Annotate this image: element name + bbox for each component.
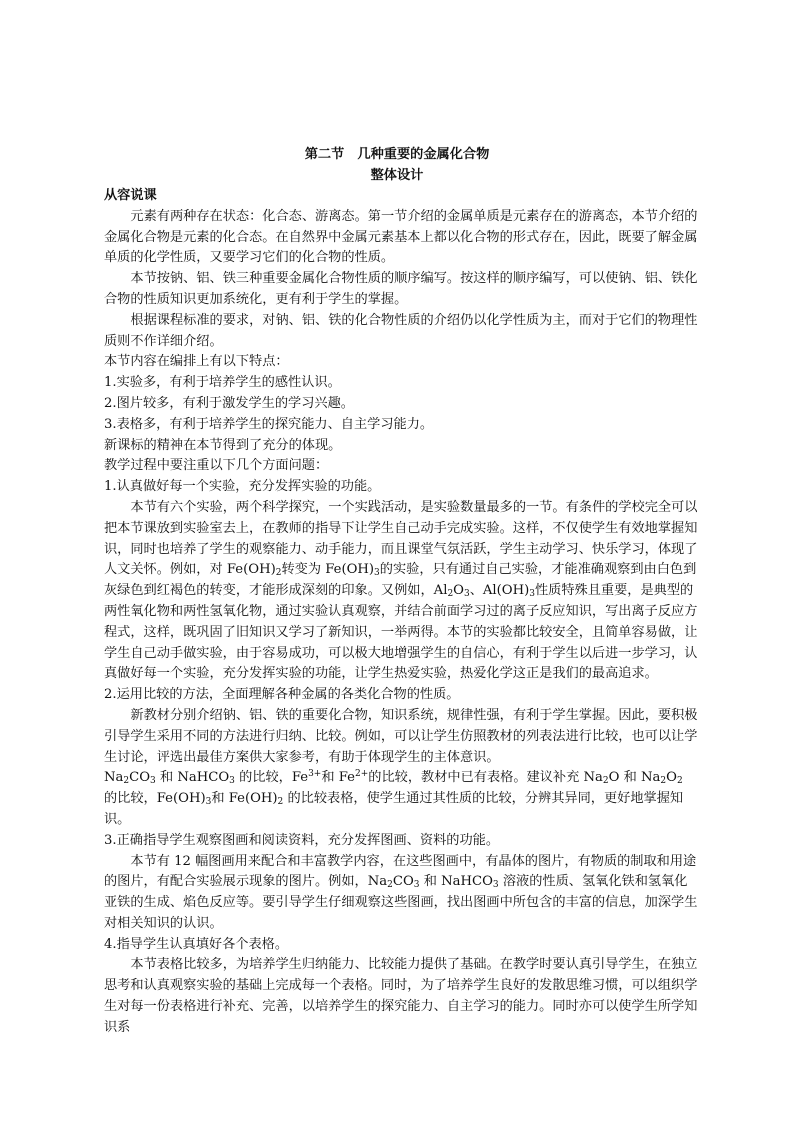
document-body: [104, 186, 698, 1039]
point-heading-1: 1.认真做好每一个实验，充分发挥实验的功能。: [104, 479, 381, 495]
text-run: 和 Fe: [321, 770, 355, 786]
subscript: 2: [387, 880, 393, 891]
subscript: 3: [529, 589, 535, 600]
paragraph-1: 元素有两种存在状态：化合态、游离态。第一节介绍的金属单质是元素存在的游离态，本节介绍的金属化合物是元素的化合态。在自然界中金属元素基本上都以化合物的形式存在，因此，既要了解金属单质的化学性质，又要学习它们的化合物的性质。: [104, 208, 698, 266]
text-run: 的比较表格，使学生通过其性质的比较，分辨其异同，更好地掌握知识。: [104, 791, 684, 827]
paragraph-13: 新教材分别介绍钠、铝、铁的重要化合物，知识系统，规律性强，有利于学生掌握。因此，要积极引导学生采用不同的方法进行归纳、比较。例如，可以让学生仿照教材的列表法进行比较，也可以让学生讨论，评选出最佳方案供大家参考，有助于体现学生的主体意识。: [104, 707, 698, 765]
list-item-2: 2.图片较多，有利于激发学生的学习兴趣。: [104, 395, 354, 411]
text-run: O: [666, 770, 677, 786]
subscript: 3: [463, 589, 470, 600]
subscript: 2: [277, 797, 284, 808]
paragraph-8: 新课标的精神在本节得到了充分的体现。: [104, 437, 342, 453]
subscript: 3: [205, 797, 212, 808]
paragraph-14: [104, 768, 698, 830]
subscript: 3: [150, 776, 156, 787]
paragraph-11: [104, 498, 698, 685]
superscript: 3+: [308, 769, 322, 780]
text-run: 和 NaHCO: [155, 770, 230, 786]
text-run: 本节有六个实验，两个科学探究，一个实践活动，是实验数量最多的一节。有条件的学校完全可以把本节课放到实验室去上，在教师的指导下让学生自己动手完成实验。这样，不仅使学生有效地掌握知识，同时也培养了学生的观察能力、动手能力，而且课堂气氛活跃，学生主动学习、快乐学习，体现了人文关怀。例如，对 Fe(OH): [104, 499, 698, 578]
subscript: 2: [447, 589, 454, 600]
text-run: O 和 Na: [608, 770, 661, 786]
text-run: CO: [392, 874, 414, 890]
text-run: 、Al(OH): [469, 583, 530, 599]
text-run: 的比较，Fe: [234, 770, 309, 786]
paragraph-3: 根据课程标准的要求，对钠、铝、铁的化合物性质的介绍仍以化学性质为主，而对于它们的物理性质则不作详细介绍。: [104, 312, 698, 349]
paragraph-16: [104, 852, 698, 935]
text-run: 的实验，只有通过自己实验，才能准确观察到由白色到灰绿色到红褐色的转变，才能形成深刻的印象。又例如，Al: [104, 562, 697, 599]
text-run: 溶液的性质、氢氧化铁和氢氧化亚铁的生成、焰色反应等。要引导学生仔细观察这些图画，找出图画中所包含的丰富的信息，加深学生对相关知识的认识。: [104, 874, 698, 931]
text-run: 的比较，Fe(OH): [104, 791, 206, 807]
list-item-3: 3.表格多，有利于培养学生的探究能力、自主学习能力。: [104, 416, 434, 432]
text-run: CO: [129, 770, 151, 786]
text-run: Na: [104, 770, 124, 786]
subscript: 3: [413, 880, 420, 891]
page-subtitle: 整体设计: [370, 168, 424, 183]
text-run: 的比较，教材中已有表格。建议补充 Na: [368, 770, 603, 786]
point-heading-4: 4.指导学生认真填好各个表格。: [104, 936, 289, 952]
paragraph-18: 本节表格比较多，为培养学生归纳能力、比较能力提供了基础。在教学时要认真引导学生，在独立思考和认真观察实验的基础上完成每一个表格。同时，为了培养学生良好的发散思维习惯，可以组织学生对每一份表格进行补充、完善，以培养学生的探究能力、自主学习的能力。同时亦可以使学生所学知识系: [104, 957, 698, 1035]
text-run: O: [453, 583, 464, 599]
subscript: 2: [602, 776, 609, 787]
text-run: 本节有 12 幅图画用来配合和丰富教学内容，在这些图画中，有晶体的图片，有物质的制取和用途的图片，有配合实验展示现象的图片。例如，Na: [104, 853, 697, 890]
paragraph-2: 本节按钠、铝、铁三种重要金属化合物性质的顺序编写。按这样的顺序编写，可以使钠、铝、铁化合物的性质知识更加系统化，更有利于学生的掌握。: [104, 271, 698, 307]
section-heading: 从容说课: [104, 188, 157, 203]
subscript: 3: [492, 880, 499, 891]
subscript: 2: [660, 776, 667, 787]
subscript: 2: [275, 568, 282, 579]
subscript: 3: [229, 776, 235, 787]
list-item-1: 1.实验多，有利于培养学生的感性认识。: [104, 375, 341, 391]
subscript: 2: [123, 776, 130, 787]
superscript: 2+: [354, 769, 369, 780]
text-run: 和 Fe(OH): [211, 791, 278, 807]
paragraph-9: 教学过程中要注重以下几个方面问题：: [104, 458, 329, 474]
paragraph-4: 本节内容在编排上有以下特点：: [104, 354, 289, 370]
point-heading-2: 2.运用比较的方法，全面理解各种金属的各类化合物的性质。: [104, 687, 460, 703]
text-run: 性质特殊且重要，是典型的两性氧化物和两性氢氧化物，通过实验认真观察，并结合前面学习过的离子反应知识，写出离子反应方程式，这样，既巩固了旧知识又学习了新知识，一举两得。本节的实验都比较安全，且简单容易做，让学生自己动手做实验，由于容易成功，可以极大地增强学生的自信心，有利于学生以后进一步学习，认真做好每一个实验，充分发挥实验的功能，让学生热爱实验，热爱化学这正是我们的最高追求。: [104, 583, 698, 682]
text-run: 和 NaHCO: [419, 874, 493, 890]
subscript: 2: [676, 776, 683, 787]
subscript: 3: [374, 568, 380, 579]
page-title: 第二节 几种重要的金属化合物: [304, 147, 490, 162]
point-heading-3: 3.正确指导学生观察图画和阅读资料，充分发挥图画、资料的功能。: [104, 832, 500, 848]
text-run: 转变为 Fe(OH): [281, 562, 375, 578]
